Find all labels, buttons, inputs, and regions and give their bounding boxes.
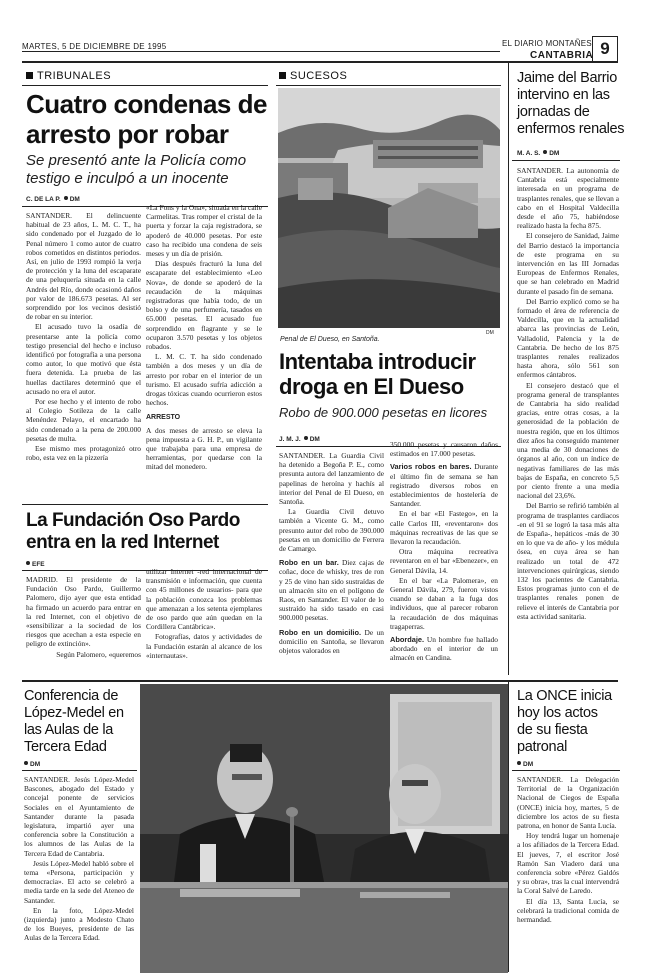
headline-line: entra en la red Internet — [26, 532, 219, 553]
subhead-line: Se presentó ante la Policía como — [26, 152, 247, 169]
byline-rule — [512, 770, 620, 771]
paragraph: El consejero de Sanidad, Jaime del Barrio destacó la importancia de este programa en su intervención en las III Jornadas Europeas de Enfermos Renales, que se han celebrado en Madrid durante el pasado fin de semana. — [517, 231, 619, 296]
bullet-icon — [26, 561, 30, 565]
bullet-icon — [24, 761, 28, 765]
oso-byline — [26, 561, 45, 568]
section-rule — [276, 85, 501, 86]
headline-line: Intentaba introducir — [279, 349, 476, 374]
masthead-rule-bottom — [22, 61, 618, 63]
paragraph: Hoy tendrá lugar un homenaje a los afiliados de la Tercera Edad. El jueves, 7, el escritor José Ramón San Viadero dará una conferencia sobre «Pérez Galdós y su obra», tras la cual intervendrá la Coral Salvé de Laredo. — [517, 831, 619, 896]
masthead-region: CANTABRIA — [530, 50, 594, 61]
paragraph: L. M. C. T. ha sido condenado también a dos meses y un día de arresto por robar en el interior de un turismo. El acusado sufría adicción a drogas tóxicas cuando ocurrieron estos hechos. — [146, 352, 262, 408]
paragraph: Días después fracturó la luna del escaparate del establecimiento «Leo Nova», de donde se apoderó de la recaudación de la máquinas registradoras que había todo, de un bolso y de una perfumería, tasados en 65.000 pesetas. El acusado fue sorprendido en flagrante y se le ocuparon 3.570 pesetas y los objetos robados. — [146, 259, 262, 352]
headline-line: Conferencia de — [24, 688, 119, 704]
column-divider — [508, 682, 509, 972]
oso-headline — [26, 510, 240, 554]
headline-line: de su fiesta — [517, 722, 588, 738]
headline-line: Jaime del Barrio — [517, 70, 617, 86]
paragraph-text: Durante el último fin de semana se han registrado diversos robos en establecimientos de hostelería de Santander. — [390, 462, 498, 509]
paragraph: El día 13, Santa Lucía, se celebrará la tradicional comida de hermandad. — [517, 896, 619, 925]
paragraph: En la foto, López-Medel (izquierda) junto a Modesto Chato de los Bueyes, presidente de las Aulas de la Tercera Edad. — [24, 905, 134, 943]
subhead-arresto: ARRESTO — [146, 414, 181, 422]
tribunales-col1 — [26, 211, 141, 501]
once-body — [517, 775, 619, 970]
tribunales-headline — [26, 89, 267, 149]
byline-tag: DM — [69, 196, 80, 203]
headline-line: enfermos renales — [517, 121, 625, 137]
byline-rule — [512, 160, 620, 161]
paragraph: utilizar Internet -red internacional de transmisión e información, que cuenta con 45 millones de usuarios- para que la población conozca los problemas que amenazan a los setenta ejemplares de oso pardo que aún quedan en la Cordillera Cantábrica». — [146, 567, 262, 632]
byline-rule — [22, 770, 137, 771]
oso-col1 — [26, 575, 141, 675]
paragraph: SANTANDER. El delincuente habitual de 23 años, L. M. C. T., ha sido condenado por el Juzgado de lo Penal número 1 como autor de cuatro robos cometidos en distintos periodos. Así, en julio de 1993 rompió la verja de protección y la luna del escaparate de una peluquería situada en la calle Andrés del Río, donde ocasionó daños por valor de 186.673 pesetas. Al ser sorprendido por los vecinos desistió de robar en su interior. — [26, 211, 141, 322]
section-label: TRIBUNALES — [37, 70, 112, 82]
penal-photo-graphic — [278, 88, 500, 328]
sucesos-col1 — [279, 451, 384, 676]
conferencia-body — [24, 775, 134, 970]
photo-caption: Penal de El Dueso, en Santoña. — [280, 336, 380, 343]
headline-line: La ONCE inicia — [517, 688, 612, 704]
paragraph: En el bar «El Fastego», en la calle Carlos III, «reventaron» dos máquinas recreativas de las que se llevaron la recaudación. — [390, 509, 498, 547]
section-rule — [22, 504, 268, 505]
paragraph: Fotografías, datos y actividades de la Fundación estarán al alcance de los «internautas». — [146, 632, 262, 660]
paragraph: Del Barrio se refirió también al programa de trasplantes cardiacos -en el 91 se logró la tasa más alta de España-, hepáticos -más de 30 en lo que va de año- y los médula ósea, en cuya área se han realizado un total de 472 intervenciones quirúrgicas, siendo 132 los pacientes de Cantabria. Estos programas junto con el de trasplantes renales ponen de relieve el interés de Cantabria por esta actividad sanitaria. — [517, 501, 619, 621]
once-headline — [517, 688, 612, 756]
section-rule — [22, 85, 268, 86]
paragraph: Ese mismo mes protagonizó otro robo, esta vez en la pizzería — [26, 444, 141, 463]
section-square-icon — [279, 72, 286, 79]
sucesos-subhead: Robo de 900.000 pesetas en licores — [279, 405, 488, 420]
headline-line: droga en El Dueso — [279, 374, 464, 399]
paragraph-text: Diez cajas de coñac, doce de whisky, tres de ron y 25 de vino han sido sustraídas de un almacén sito en el polígono de Raos, en Santander. El valor de lo sustraído ha sido tasado en casi 900.000 pesetas. — [279, 558, 384, 623]
lead-in-robo-bar: Robo en un bar. — [279, 558, 339, 568]
sucesos-col2 — [390, 440, 498, 676]
penal-photo — [278, 88, 500, 328]
headline-line: intervino en las — [517, 87, 610, 103]
paragraph: Jesús López-Medel habló sobre el tema «Persona, participación y democracia». El acto se celebró a media tarde en la sede del Ateneo de Santander. — [24, 858, 134, 905]
headline-line: La Fundación Oso Pardo — [26, 510, 240, 531]
headline-line: patronal — [517, 739, 567, 755]
conferencia-headline — [24, 688, 124, 756]
once-byline — [517, 761, 533, 768]
section-square-icon — [26, 72, 33, 79]
conferencia-photo-graphic — [140, 684, 508, 973]
section-label: SUCESOS — [290, 70, 348, 82]
paragraph: SANTANDER. La autonomía de Cantabria está especialmente interesada en un programa de trasplantes renales, que se llevan a cabo en el Hospital Valdecilla desde el año 75, habiéndose realizado hasta la fecha 875. — [517, 166, 619, 231]
byline-author: C. DE LA P. — [26, 196, 61, 203]
conferencia-photo — [140, 684, 508, 973]
masthead-rule — [22, 51, 500, 52]
bullet-icon — [543, 150, 547, 154]
paragraph: El consejero destacó que el programa general de transplantes de Cantabria ha sido realidad gracias, entre otras cosas, a la generosidad de la población de nuestra región, que en los últimos diez años ha conseguido mantener una media de 30 donaciones de órganos al año, con un índice de negativas familiares de las más bajas de España, en concreto 5,5 por ciento frente a una media nacional del 23,6%. — [517, 380, 619, 501]
byline-tag: DM — [523, 761, 534, 768]
tribunales-col2 — [146, 203, 262, 503]
paragraph: Según Palomero, «queremos — [56, 649, 141, 659]
paragraph: La Guardia Civil detuvo también a Vicente G. M., como presunto autor del robo de 390.000 pesetas en un domicilio de Ferrera de Camargo. — [279, 507, 384, 554]
lead-in-varios-robos: Varios robos en bares. — [390, 462, 472, 472]
sucesos-headline — [279, 349, 476, 399]
bottom-row-rule — [22, 680, 618, 682]
paragraph: SANTANDER. Jesús López-Medel Bascones, abogado del Estado y concejal ponente de servicios Sociales en el Ayuntamiento de Santander durante la pasada legislatura, impartió ayer una conferencia sobre la Constitución a los alumnos de las Aulas de la Tercera Edad de Cantabria. — [24, 775, 134, 858]
page-number: 9 — [592, 36, 618, 62]
bullet-icon — [304, 436, 308, 440]
paragraph: MADRID. El presidente de la Fundación Oso Pardo, Guillermo Palomero, dijo ayer que esta entidad ha firmado un acuerdo para entrar en la red Internet, con el objetivo de «sensibilizar a la sociedad de los riesgos que acechan a esta especie en peligro de extinción». — [26, 575, 141, 649]
paragraph: SANTANDER. La Guardia Civil ha detenido a Begoña P. E., como presunta autora del lanzamiento de papelinas de heroína y hachís al interior del Penal de El Dueso, en Santoña. — [279, 451, 384, 507]
byline-author: J. M. J. — [279, 436, 301, 443]
sucesos-byline — [279, 436, 320, 443]
subhead-line: testigo e inculpó a un inocente — [26, 170, 229, 187]
paragraph: En el bar «La Palomera», en General Dávila, 279, fueron vistos cuando se daban a la fuga dos individuos, que al parecer robaron la recaudación de dos máquinas tragaperras. — [390, 575, 498, 631]
byline-tag: DM — [30, 761, 41, 768]
byline-tag: DM — [309, 436, 320, 443]
tribunales-byline — [26, 196, 80, 203]
paragraph: El acusado tuvo la osadía de presentarse ante la policía como testigo presencial del hecho e incluso identificó por fotografía a una persona como autor, lo que motivó que ésta fuera detenida. La prueba de las huellas dactilares determinó que el acusado no era el autor. — [26, 322, 141, 396]
section-tribunales — [26, 70, 111, 82]
section-sucesos — [279, 70, 347, 82]
bullet-icon — [64, 196, 68, 200]
headline-line: López-Medel en — [24, 705, 124, 721]
paragraph-text: Un hombre fue hallado abordado en el interior de un almacén en Candina. — [390, 635, 498, 663]
oso-col2 — [146, 567, 262, 675]
jaime-headline — [517, 70, 624, 138]
jaime-byline — [517, 150, 559, 157]
photo-credit: DM — [486, 330, 494, 336]
column-divider — [508, 63, 509, 675]
headline-line: hoy los actos — [517, 705, 598, 721]
byline-tag: EFE — [32, 561, 45, 568]
headline-line: jornadas de — [517, 104, 590, 120]
headline-line: arresto por robar — [26, 119, 229, 149]
masthead-paper: EL DIARIO MONTAÑES — [502, 39, 592, 48]
byline-author: M. A. S. — [517, 150, 541, 157]
paragraph-text: De un domicilio en Santoña, se llevaron objetos valorados en — [279, 627, 384, 656]
jaime-body — [517, 166, 619, 674]
paragraph: 350.000 pesetas y causaron daños estimados en 17.000 pesetas. — [390, 440, 498, 459]
bullet-icon — [517, 761, 521, 765]
headline-line: las Aulas de la — [24, 722, 114, 738]
paragraph: «La Fons y la Ona», situada en la calle Carmelitas. Tras romper el cristal de la puerta y forzar la caja registradora, se apoderó de 40.000 pesetas. Por este caso ha recibido una condena de seis meses y un día de prisión. — [146, 203, 262, 259]
masthead-date: MARTES, 5 DE DICIEMBRE DE 1995 — [22, 42, 167, 51]
lead-in-abordaje: Abordaje. — [390, 635, 425, 645]
paragraph: Otra máquina recreativa reventaron en el bar «Ebenezer», en General Dávila, 14. — [390, 547, 498, 575]
headline-line: Tercera Edad — [24, 739, 107, 755]
paragraph: A dos meses de arresto se eleva la pena impuesta a G. H. P., un vigilante que trabajaba para una empresa de herramientas, por quedarse con la mitad del monedero. — [146, 425, 262, 472]
lead-in-robo-domicilio: Robo en un domicilio. — [279, 627, 362, 637]
headline-line: Cuatro condenas de — [26, 89, 267, 119]
conferencia-byline — [24, 761, 40, 768]
tribunales-subhead — [26, 152, 246, 188]
paragraph: Del Barrio explicó como se ha formado el área de referencia de Valdecilla, que en la actualidad abarca las provincias de León, Valladolid, Palencia y la de Cantabria. De hecho de los 875 trasplantes renales realizados hasta ahora, sólo 561 son enfermos cántabros. — [517, 296, 619, 380]
paragraph: SANTANDER. La Delegación Territorial de la Organización Nacional de Ciegos de España (ONCE) inicia hoy, martes, 5 de diciembre los actos de su fiesta patrona, en honor de Santa Lucía. — [517, 775, 619, 831]
byline-tag: DM — [549, 150, 560, 157]
paragraph: Por ese hecho y el intento de robo al Colegio Sotileza de la calle Menéndez Pelayo, el encartado ha sido condenado a la pena de 200.000 pesetas de multa. — [26, 397, 141, 443]
